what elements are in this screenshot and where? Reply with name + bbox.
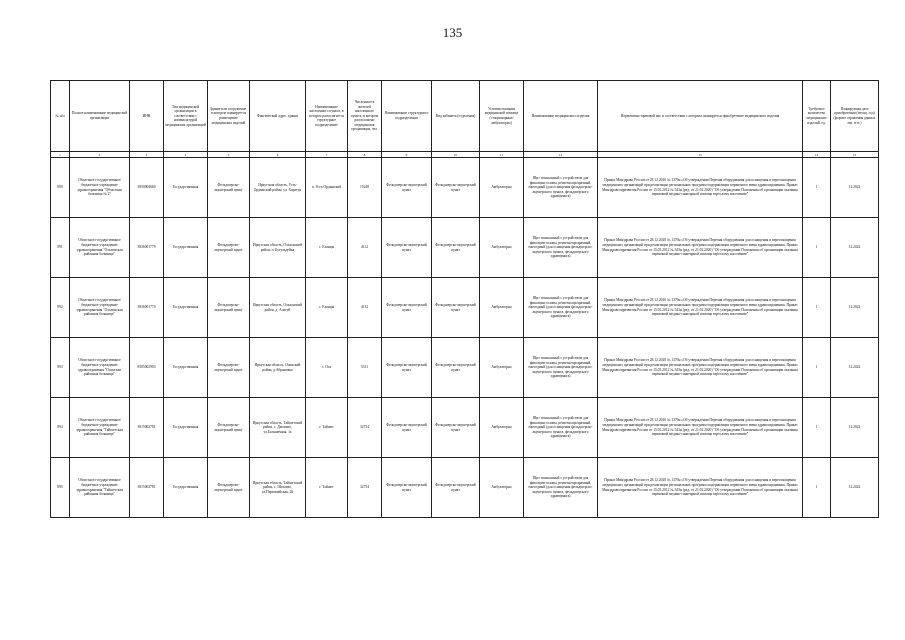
address: Иркутская область, Усть-Ордынский район, ул. Харагун [250, 158, 306, 218]
header-row [51, 81, 879, 152]
building: Фельдшерско-акушерский пункт [208, 458, 250, 518]
column-header: Наименование медицинского изделия [524, 81, 598, 152]
row-number: 892 [51, 278, 70, 338]
table-row [51, 158, 879, 218]
care-conditions: Амбулаторно [480, 278, 524, 338]
column-header: Численность жителей населенного пункта, в котором расположено медицинская организация, чел. [348, 81, 382, 152]
org-name: Областное государственное бюджетное учреждение здравоохранения "Тайшетская районная больница" [70, 458, 130, 518]
population: 5311 [348, 338, 382, 398]
purchase-date: 12.2022 [831, 458, 879, 518]
subdivision: Фельдшерско-акушерский пункт [382, 458, 432, 518]
population: 32754 [348, 458, 382, 518]
inn: 3815002781 [130, 458, 164, 518]
column-number: 11 [480, 152, 524, 158]
column-header: Нормативно-правовой акт, в соответствии с которым планируется приобретение медицинского изделия [598, 81, 803, 152]
row-number: 890 [51, 158, 70, 218]
settlement: п. Усть-Ордынский [306, 158, 348, 218]
column-header: Требуемое количество медицинских изделий, ед. [803, 81, 831, 152]
row-number: 894 [51, 398, 70, 458]
column-header: Наименование структурного подразделения [382, 81, 432, 152]
legal-act: Приказ Минздрава России от 28.12.2020 № 1379н «Об утверждении Перечня оборудования для оснащения и переоснащения медицинских организаций при реализации региональных программ модернизации первичного звена здравоохранения» Приказ Минздравсоцразвития России от 15.05.2012 № 543н (ред. от 21.02.2020) "Об утверждении Положения об организации оказания первичной медико-санитарной помощи взрослому населению" [598, 158, 803, 218]
column-number: 13 [598, 152, 803, 158]
page-number: 135 [442, 25, 463, 40]
cabinet: Фельдшерско-акушерский пункт [432, 278, 480, 338]
column-number: 5 [208, 152, 250, 158]
column-header: № п/п [51, 81, 70, 152]
column-number: 1 [51, 152, 70, 158]
address: Иркутская область, Тайшетский район, с. Шелаево, ул.Первомайская, 26 [250, 458, 306, 518]
population: 4112 [348, 278, 382, 338]
care-conditions: Амбулаторно [480, 158, 524, 218]
purchase-date: 12.2022 [831, 218, 879, 278]
org-name: Областное государственное бюджетное учреждение здравоохранения "Тайшетская районная больница" [70, 398, 130, 458]
purchase-date: 12.2022 [831, 338, 879, 398]
cabinet: Фельдшерско-акушерский пункт [432, 218, 480, 278]
legal-act: Приказ Минздрава России от 28.12.2020 № 1379н «Об утверждении Перечня оборудования для оснащения и переоснащения медицинских организаций при реализации региональных программ модернизации первичного звена здравоохранения» Приказ Минздравсоцразвития России от 15.05.2012 № 543н (ред. от 21.02.2020) "Об утверждении Положения об организации оказания первичной медико-санитарной помощи взрослому населению" [598, 398, 803, 458]
settlement: г. Тайшет [306, 398, 348, 458]
building: Фельдшерско-акушерский пункт [208, 398, 250, 458]
column-header: Условия оказания медицинской помощи (стационарные/амбулаторно) [480, 81, 524, 152]
device-name: Щит спинальный с устройством для фиксации головы, рентгенопрозрачный, ежегодный (для оснащения фельдшерско-акушерского пункта, фельдшерского здравпункта) [524, 218, 598, 278]
settlement: с. Еланцы [306, 218, 348, 278]
legal-act: Приказ Минздрава России от 28.12.2020 № 1379н «Об утверждении Перечня оборудования для оснащения и переоснащения медицинских организаций при реализации региональных программ модернизации первичного звена здравоохранения» Приказ Минздравсоцразвития России от 15.05.2012 № 543н (ред. от 21.02.2020) "Об утверждении Положения об организации оказания первичной медико-санитарной помощи взрослому населению" [598, 338, 803, 398]
inn: 3836001779 [130, 218, 164, 278]
column-number: 3 [130, 152, 164, 158]
subdivision: Фельдшерско-акушерский пункт [382, 218, 432, 278]
cabinet: Фельдшерско-акушерский пункт [432, 158, 480, 218]
org-name: Областное государственное бюджетное учреждение здравоохранения "Областная больница № 2" [70, 158, 130, 218]
org-type: Государственная [164, 218, 208, 278]
org-name: Областное государственное бюджетное учреждение здравоохранения "Ольхонская районная больница" [70, 218, 130, 278]
care-conditions: Амбулаторно [480, 398, 524, 458]
device-name: Щит спинальный с устройством для фиксации головы, рентгенопрозрачный, ежегодный (для оснащения фельдшерско-акушерского пункта, фельдшерского здравпункта) [524, 338, 598, 398]
table-row [51, 398, 879, 458]
org-name: Областное государственное бюджетное учреждение здравоохранения "Ольхонская районная больница" [70, 278, 130, 338]
settlement: с. Оса [306, 338, 348, 398]
legal-act: Приказ Минздрава России от 28.12.2020 № 1379н «Об утверждении Перечня оборудования для оснащения и переоснащения медицинских организаций при реализации региональных программ модернизации первичного звена здравоохранения» Приказ Минздравсоцразвития России от 15.05.2012 № 543н (ред. от 21.02.2020) "Об утверждении Положения об организации оказания первичной медико-санитарной помощи взрослому населению" [598, 458, 803, 518]
quantity: 1 [803, 218, 831, 278]
building: Фельдшерско-акушерский пункт [208, 218, 250, 278]
cabinet: Фельдшерско-акушерский пункт [432, 338, 480, 398]
care-conditions: Амбулаторно [480, 458, 524, 518]
column-number: 8 [348, 152, 382, 158]
inn: 3850004660 [130, 158, 164, 218]
cabinet: Фельдшерско-акушерский пункт [432, 398, 480, 458]
org-type: Государственная [164, 338, 208, 398]
column-header: Полное наименование медицинской организации [70, 81, 130, 152]
building: Фельдшерско-акушерский пункт [208, 338, 250, 398]
quantity: 1 [803, 398, 831, 458]
column-number: 15 [831, 152, 879, 158]
quantity: 1 [803, 158, 831, 218]
device-name: Щит спинальный с устройством для фиксации головы, рентгенопрозрачный, ежегодный (для оснащения фельдшерско-акушерского пункта, фельдшерского здравпункта) [524, 398, 598, 458]
column-header: Вид кабинета (отделения) [432, 81, 480, 152]
care-conditions: Амбулаторно [480, 218, 524, 278]
column-number: 14 [803, 152, 831, 158]
population: 15248 [348, 158, 382, 218]
care-conditions: Амбулаторно [480, 338, 524, 398]
equipment-table [50, 80, 879, 518]
settlement: с. Еланцы [306, 278, 348, 338]
building: Фельдшерско-акушерский пункт [208, 158, 250, 218]
subdivision: Фельдшерско-акушерский пункт [382, 158, 432, 218]
org-type: Государственная [164, 158, 208, 218]
column-number: 12 [524, 152, 598, 158]
table-row [51, 218, 879, 278]
quantity: 1 [803, 278, 831, 338]
inn: 3836001779 [130, 278, 164, 338]
inn: 3815002781 [130, 398, 164, 458]
purchase-date: 12.2022 [831, 398, 879, 458]
device-name: Щит спинальный с устройством для фиксации головы, рентгенопрозрачный, ежегодный (для оснащения фельдшерско-акушерского пункта, фельдшерского здравпункта) [524, 458, 598, 518]
device-name: Щит спинальный с устройством для фиксации головы, рентгенопрозрачный, ежегодный (для оснащения фельдшерско-акушерского пункта, фельдшерского здравпункта) [524, 278, 598, 338]
device-name: Щит спинальный с устройством для фиксации головы, рентгенопрозрачный, ежегодный (для оснащения фельдшерско-акушерского пункта, фельдшерского здравпункта) [524, 158, 598, 218]
org-type: Государственная [164, 458, 208, 518]
purchase-date: 12.2022 [831, 158, 879, 218]
column-header: Планируемая дата приобретения (месяц, год) (формат отражения данных мм. гггг.) [831, 81, 879, 152]
column-number: 7 [306, 152, 348, 158]
subdivision: Фельдшерско-акушерский пункт [382, 398, 432, 458]
column-header: Здание или сооружение, в котором планируется размещение медицинских изделий [208, 81, 250, 152]
row-number: 895 [51, 458, 70, 518]
building: Фельдшерско-акушерский пункт [208, 278, 250, 338]
column-header: ИНН [130, 81, 164, 152]
column-number: 2 [70, 152, 130, 158]
column-header: Наименование населенного пункта, в котором располагается структурное подразделение [306, 81, 348, 152]
column-number: 6 [250, 152, 306, 158]
address: Иркутская область, Тайшетский район, с. Джогино, ул.Болынечная, 1а [250, 398, 306, 458]
table-row [51, 338, 879, 398]
settlement: г. Тайшет [306, 458, 348, 518]
population: 32754 [348, 398, 382, 458]
column-number: 4 [164, 152, 208, 158]
column-header: Тип медицинской организации в соответствии с номенклатурой медицинских организаций [164, 81, 208, 152]
column-number: 10 [432, 152, 480, 158]
table-row [51, 278, 879, 338]
org-type: Государственная [164, 398, 208, 458]
table-row [51, 458, 879, 518]
population: 4112 [348, 218, 382, 278]
purchase-date: 12.2022 [831, 278, 879, 338]
address: Иркутская область, Осинский район, д.Абрамовка [250, 338, 306, 398]
address: Иркутская область, Ольхонский район, д. Алагуй [250, 278, 306, 338]
cabinet: Фельдшерско-акушерский пункт [432, 458, 480, 518]
legal-act: Приказ Минздрава России от 28.12.2020 № 1379н «Об утверждении Перечня оборудования для оснащения и переоснащения медицинских организаций при реализации региональных программ модернизации первичного звена здравоохранения» Приказ Минздравсоцразвития России от 15.05.2012 № 543н (ред. от 21.02.2020) "Об утверждении Положения об организации оказания первичной медико-санитарной помощи взрослому населению" [598, 278, 803, 338]
org-type: Государственная [164, 278, 208, 338]
address: Иркутская область, Ольхонский район, п. Бугульдейка [250, 218, 306, 278]
legal-act: Приказ Минздрава России от 28.12.2020 № 1379н «Об утверждении Перечня оборудования для оснащения и переоснащения медицинских организаций при реализации региональных программ модернизации первичного звена здравоохранения» Приказ Минздравсоцразвития России от 15.05.2012 № 543н (ред. от 21.02.2020) "Об утверждении Положения об организации оказания первичной медико-санитарной помощи взрослому населению" [598, 218, 803, 278]
subdivision: Фельдшерско-акушерский пункт [382, 338, 432, 398]
org-name: Областное государственное бюджетное учреждение здравоохранения "Осинская районная больница" [70, 338, 130, 398]
quantity: 1 [803, 458, 831, 518]
quantity: 1 [803, 338, 831, 398]
row-number: 893 [51, 338, 70, 398]
inn: 8505002903 [130, 338, 164, 398]
column-header: Фактический адрес здания [250, 81, 306, 152]
row-number: 891 [51, 218, 70, 278]
column-number: 9 [382, 152, 432, 158]
subdivision: Фельдшерско-акушерский пункт [382, 278, 432, 338]
